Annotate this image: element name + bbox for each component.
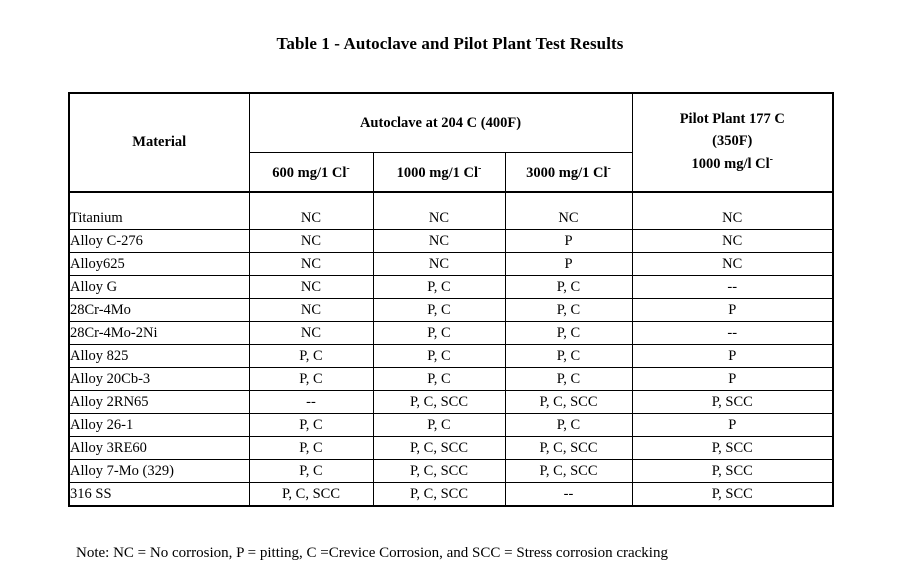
cell-material: Alloy625	[69, 253, 249, 276]
cell-pilot: P, SCC	[632, 460, 833, 483]
cell-3000: P, C	[505, 322, 632, 345]
cell-material: 28Cr-4Mo-2Ni	[69, 322, 249, 345]
table-row	[69, 322, 833, 345]
table-row	[69, 276, 833, 299]
cell-600: P, C	[249, 414, 373, 437]
table-row	[69, 414, 833, 437]
cell-1000: P, C	[373, 345, 505, 368]
table-note: Note: NC = No corrosion, P = pitting, C =Crevice Corrosion, and SCC = Stress corrosion cracking	[76, 545, 668, 561]
cell-3000: P, C	[505, 368, 632, 391]
cell-600: P, C, SCC	[249, 483, 373, 507]
cell-1000: NC	[373, 253, 505, 276]
table-body	[69, 192, 833, 506]
cell-pilot: P	[632, 299, 833, 322]
cell-3000: P, C	[505, 276, 632, 299]
header-3000-superscript: -	[607, 162, 611, 174]
cell-600: NC	[249, 299, 373, 322]
header-material: Material	[69, 93, 249, 192]
cell-600: NC	[249, 192, 373, 230]
cell-1000: P, C, SCC	[373, 391, 505, 414]
cell-pilot: P, SCC	[632, 391, 833, 414]
table-row	[69, 299, 833, 322]
cell-material: Alloy 7-Mo (329)	[69, 460, 249, 483]
header-pilot-line3: 1000 mg/l Cl	[691, 156, 770, 173]
results-table-container	[68, 92, 832, 507]
cell-3000: P, C	[505, 299, 632, 322]
header-600-superscript: -	[346, 162, 350, 174]
cell-1000: P, C, SCC	[373, 460, 505, 483]
cell-3000: P, C, SCC	[505, 437, 632, 460]
table-row	[69, 230, 833, 253]
cell-pilot: NC	[632, 192, 833, 230]
cell-3000: NC	[505, 192, 632, 230]
table-header	[69, 93, 833, 192]
table-header-row-1	[69, 93, 833, 153]
cell-600: P, C	[249, 460, 373, 483]
cell-material: Alloy G	[69, 276, 249, 299]
header-3000-label: 3000 mg/1 Cl	[526, 164, 608, 181]
cell-pilot: NC	[632, 230, 833, 253]
results-table	[68, 92, 834, 507]
cell-material: Alloy 26-1	[69, 414, 249, 437]
cell-600: P, C	[249, 368, 373, 391]
cell-1000: P, C	[373, 276, 505, 299]
table-row	[69, 483, 833, 507]
cell-600: NC	[249, 276, 373, 299]
cell-material: 316 SS	[69, 483, 249, 507]
cell-1000: P, C, SCC	[373, 437, 505, 460]
cell-material: 28Cr-4Mo	[69, 299, 249, 322]
cell-1000: P, C	[373, 368, 505, 391]
table-row	[69, 253, 833, 276]
cell-pilot: --	[632, 322, 833, 345]
cell-material: Alloy 825	[69, 345, 249, 368]
table-row	[69, 345, 833, 368]
cell-pilot: P	[632, 345, 833, 368]
cell-1000: NC	[373, 230, 505, 253]
cell-1000: P, C, SCC	[373, 483, 505, 507]
header-3000	[505, 153, 632, 193]
cell-3000: P	[505, 230, 632, 253]
cell-600: P, C	[249, 437, 373, 460]
cell-3000: P, C	[505, 345, 632, 368]
header-pilot-plant	[632, 93, 833, 192]
cell-600: NC	[249, 322, 373, 345]
cell-pilot: P, SCC	[632, 483, 833, 507]
header-1000-superscript: -	[478, 162, 482, 174]
header-600	[249, 153, 373, 193]
cell-3000: P, C, SCC	[505, 460, 632, 483]
header-autoclave-group: Autoclave at 204 C (400F)	[249, 93, 632, 153]
cell-600: NC	[249, 230, 373, 253]
header-1000	[373, 153, 505, 193]
cell-pilot: --	[632, 276, 833, 299]
cell-material: Titanium	[69, 192, 249, 230]
cell-3000: P, C	[505, 414, 632, 437]
cell-3000: P	[505, 253, 632, 276]
cell-1000: P, C	[373, 414, 505, 437]
cell-1000: P, C	[373, 299, 505, 322]
cell-material: Alloy 2RN65	[69, 391, 249, 414]
cell-600: P, C	[249, 345, 373, 368]
cell-pilot: NC	[632, 253, 833, 276]
header-pilot-superscript: -	[769, 154, 773, 166]
cell-1000: NC	[373, 192, 505, 230]
header-1000-label: 1000 mg/1 Cl	[396, 164, 478, 181]
header-pilot-line2: (350F)	[712, 132, 753, 149]
table-row	[69, 192, 833, 230]
cell-material: Alloy C-276	[69, 230, 249, 253]
cell-pilot: P, SCC	[632, 437, 833, 460]
cell-pilot: P	[632, 368, 833, 391]
cell-3000: P, C, SCC	[505, 391, 632, 414]
cell-material: Alloy 20Cb-3	[69, 368, 249, 391]
cell-600: NC	[249, 253, 373, 276]
cell-material: Alloy 3RE60	[69, 437, 249, 460]
cell-pilot: P	[632, 414, 833, 437]
cell-3000: --	[505, 483, 632, 507]
header-pilot-line1: Pilot Plant 177 C	[679, 110, 785, 127]
header-600-label: 600 mg/1 Cl	[272, 164, 347, 181]
table-row	[69, 391, 833, 414]
table-row	[69, 437, 833, 460]
table-row	[69, 368, 833, 391]
table-row	[69, 460, 833, 483]
page-title: Table 1 - Autoclave and Pilot Plant Test Results	[276, 34, 624, 53]
cell-600: --	[249, 391, 373, 414]
cell-1000: P, C	[373, 322, 505, 345]
